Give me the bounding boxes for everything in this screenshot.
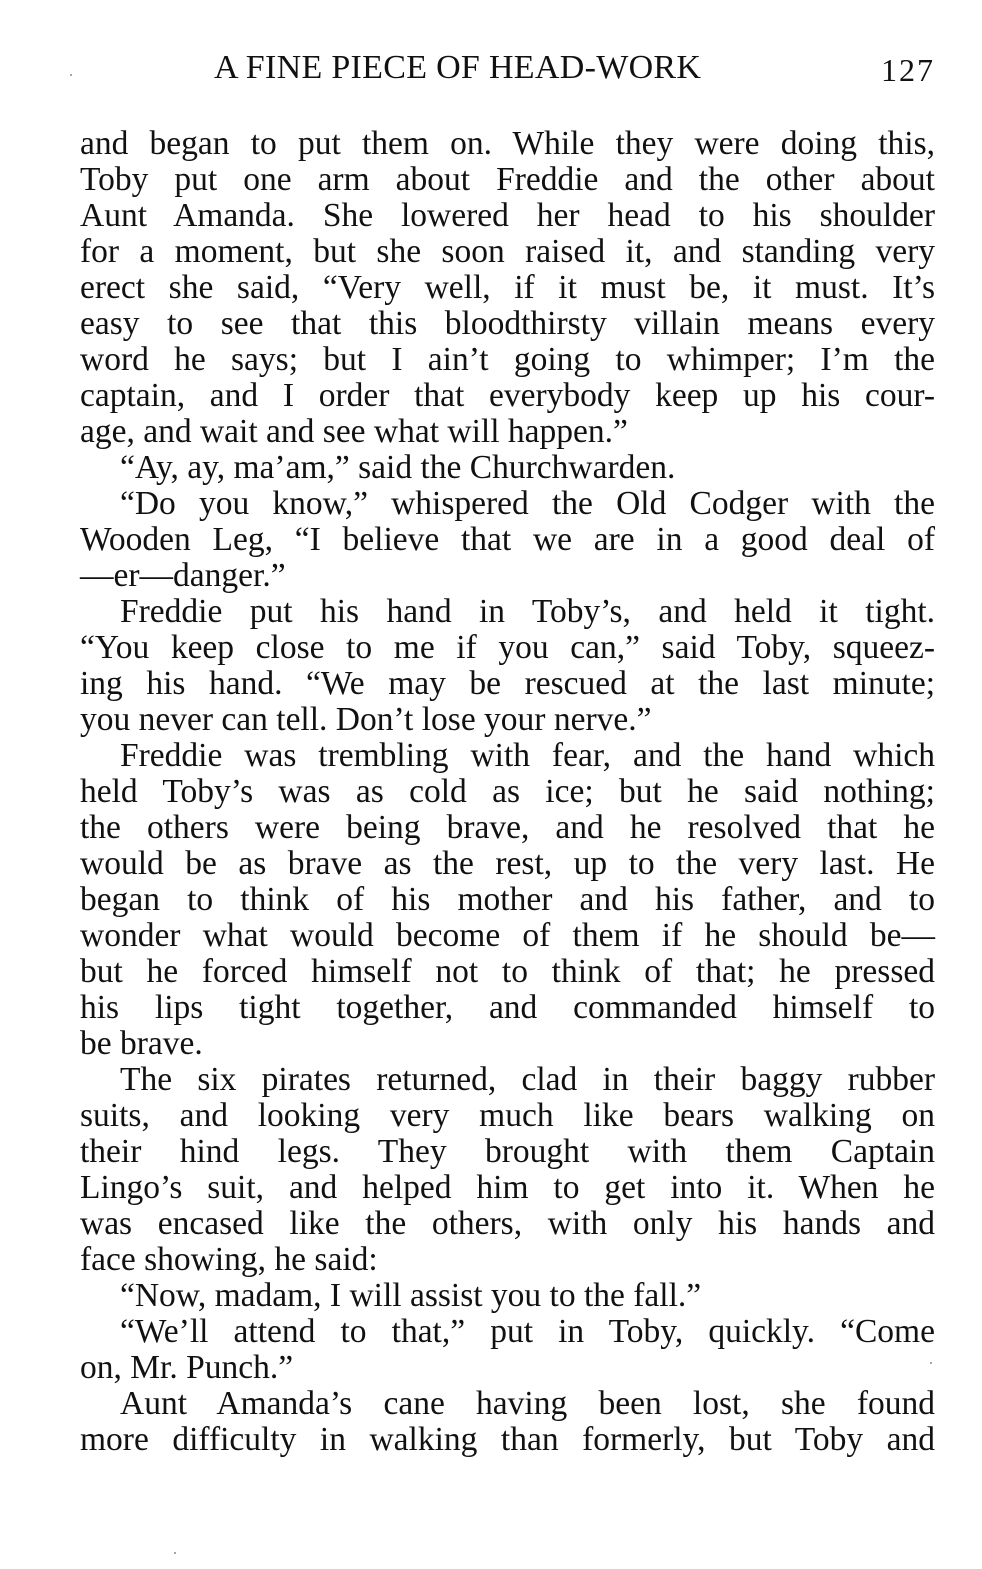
text-line: ing his hand. “We may be rescued at the last minute; (80, 665, 935, 702)
text-line: “Ay, ay, ma’am,” said the Churchwarden. (120, 449, 676, 486)
text-line: easy to see that this bloodthirsty villain means every (80, 305, 935, 342)
text-line: on, Mr. Punch.” (80, 1349, 294, 1386)
text-line: face showing, he said: (80, 1241, 378, 1278)
text-line: for a moment, but she soon raised it, and standing very (80, 233, 935, 270)
text-line: the others were being brave, and he resolved that he (80, 809, 935, 846)
text-line: Aunt Amanda’s cane having been lost, she found (120, 1385, 935, 1422)
text-line: captain, and I order that everybody keep up his cour- (80, 377, 935, 414)
text-line: Lingo’s suit, and helped him to get into it. When he (80, 1169, 935, 1206)
text-line: held Toby’s was as cold as ice; but he said nothing; (80, 773, 935, 810)
text-line: Toby put one arm about Freddie and the other about (80, 161, 935, 198)
text-line: Wooden Leg, “I believe that we are in a good deal of (80, 521, 935, 558)
text-line: erect she said, “Very well, if it must be, it must. It’s (80, 269, 935, 306)
text-line: —er—danger.” (80, 557, 286, 594)
text-line: wonder what would become of them if he should be— (80, 917, 935, 954)
text-line: and began to put them on. While they were doing this, (80, 125, 935, 162)
text-line: suits, and looking very much like bears walking on (80, 1097, 935, 1134)
text-line: but he forced himself not to think of that; he pressed (80, 953, 935, 990)
text-line: The six pirates returned, clad in their baggy rubber (120, 1061, 935, 1098)
body-text (80, 126, 935, 1458)
text-line: you never can tell. Don’t lose your nerve.” (80, 701, 652, 738)
scan-speck (930, 1362, 932, 1364)
text-line: more difficulty in walking than formerly, but Toby and (80, 1421, 935, 1458)
scan-speck (70, 74, 72, 76)
scan-speck (174, 1552, 176, 1554)
text-line: Freddie put his hand in Toby’s, and held it tight. (120, 593, 935, 630)
text-line: Aunt Amanda. She lowered her head to his shoulder (80, 197, 935, 234)
text-line: be brave. (80, 1025, 203, 1062)
text-line: began to think of his mother and his father, and to (80, 881, 935, 918)
text-line: “Now, madam, I will assist you to the fall.” (120, 1277, 702, 1314)
text-line: their hind legs. They brought with them Captain (80, 1133, 935, 1170)
running-title: A FINE PIECE OF HEAD-WORK (214, 49, 702, 86)
page-number: 127 (881, 52, 935, 88)
text-line: word he says; but I ain’t going to whimper; I’m the (80, 341, 935, 378)
text-line: age, and wait and see what will happen.” (80, 413, 628, 450)
text-line: his lips tight together, and commanded himself to (80, 989, 935, 1026)
text-line: “Do you know,” whispered the Old Codger with the (120, 485, 935, 522)
text-line: Freddie was trembling with fear, and the hand which (120, 737, 935, 774)
text-line: would be as brave as the rest, up to the very last. He (80, 845, 935, 882)
text-line: “You keep close to me if you can,” said Toby, squeez- (80, 629, 935, 666)
running-header (80, 46, 935, 90)
text-line: “We’ll attend to that,” put in Toby, quickly. “Come (120, 1313, 935, 1350)
text-line: was encased like the others, with only his hands and (80, 1205, 935, 1242)
